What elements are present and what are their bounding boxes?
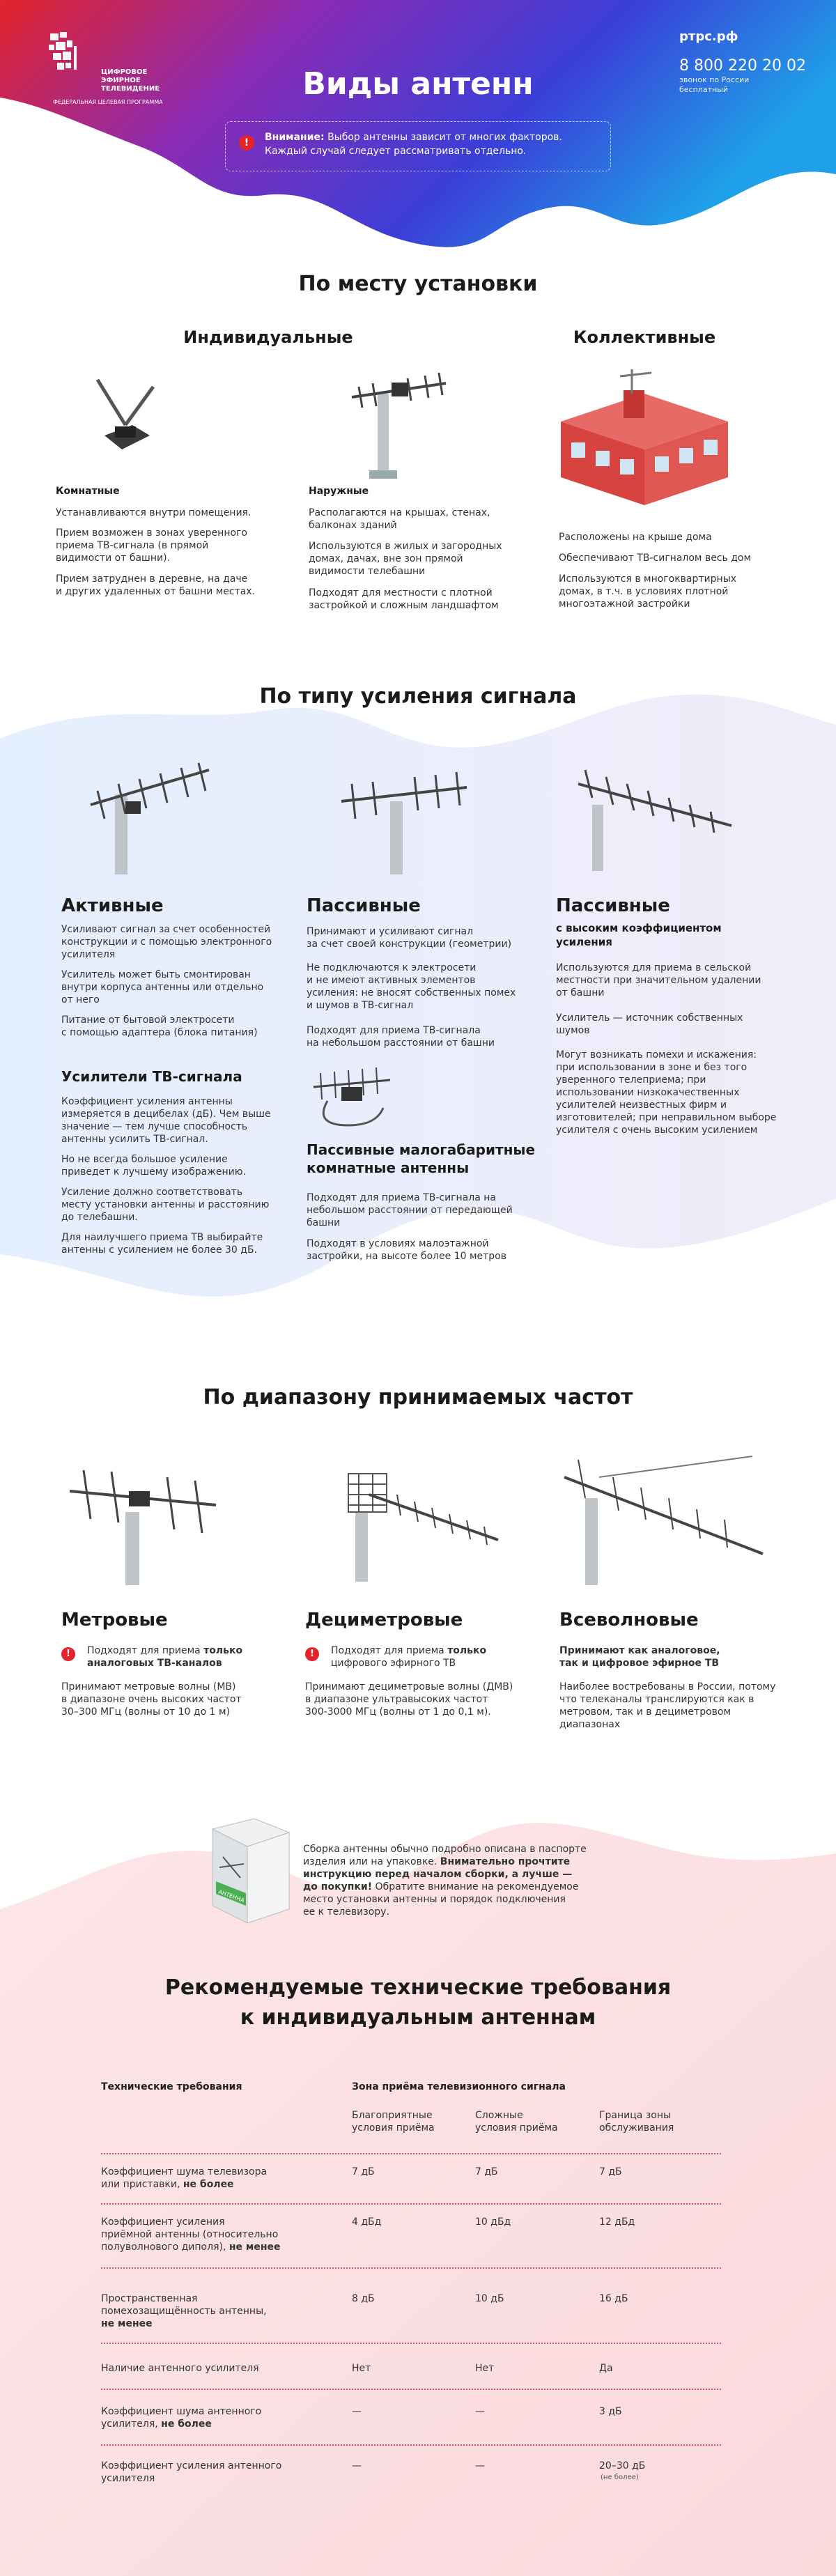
assembly-l1: Сборка антенны обычно подробно описана в паспорте <box>303 1844 587 1855</box>
row3-label-l1: Пространственная <box>101 2293 198 2304</box>
amp-p2b: приведет к лучшему изображению. <box>61 1166 246 1178</box>
row3-v1: 8 дБ <box>352 2293 375 2304</box>
row5-label-l2 <box>101 2418 212 2430</box>
passive-p2b: и не имеют активных элементов <box>307 975 476 986</box>
indoor-p1: Устанавливаются внутри помещения. <box>56 507 251 518</box>
table-divider <box>101 2267 721 2269</box>
zone-3-l2: обслуживания <box>599 2122 674 2134</box>
allwave-antenna-icon <box>557 1449 766 1589</box>
table-divider <box>101 2444 721 2446</box>
ph-p3e: усилителей неизвестных фирм и <box>556 1100 727 1111</box>
ph-p2a: Усилитель — источник собственных <box>556 1012 743 1024</box>
row4-v1: Нет <box>352 2363 371 2374</box>
passive-p2d: и шумов в ТВ-сигнал <box>307 1000 414 1011</box>
collective-title: Коллективные <box>573 327 716 347</box>
active-p2c: от него <box>61 994 100 1005</box>
amp-p1b: измеряется в децибелах (дБ). Чем выше <box>61 1109 271 1120</box>
allwave-p1d: диапазонах <box>559 1719 621 1730</box>
assembly-l2 <box>303 1856 570 1868</box>
row2-label-l3 <box>101 2241 281 2253</box>
allwave-sub2: так и цифровое эфирное ТВ <box>559 1658 720 1669</box>
passive-small-p2b: застройки, на высоте более 10 метров <box>307 1251 506 1262</box>
passive-high-head: Пассивные <box>556 895 670 916</box>
ph-p1b: местности при значительном удалении <box>556 975 761 986</box>
amp-p1d: антенны усилить ТВ-сигнал. <box>61 1134 208 1145</box>
indoor-head: Комнатные <box>56 486 120 497</box>
assembly-l5: место установки антенны и порядок подключения <box>303 1894 566 1905</box>
passive-antenna-icon <box>334 759 474 878</box>
decimeter-p1c: 300-3000 МГц (волны от 1 до 0,1 м). <box>305 1706 491 1718</box>
active-p1c: усилителя <box>61 949 116 960</box>
meter-p1c: 30–300 МГц (волны от 10 до 1 м) <box>61 1706 230 1718</box>
allwave-head: Всеволновые <box>559 1610 699 1630</box>
apartment-building-icon <box>554 366 735 505</box>
ph-p1c: от башни <box>556 987 605 998</box>
zone-3-l1: Граница зоны <box>599 2110 672 2121</box>
passive-p1a: Принимают и усиливают сигнал <box>307 926 474 937</box>
ph-p3d: использовании низкокачественных <box>556 1087 740 1098</box>
meter-warning-icon: ! <box>61 1647 75 1661</box>
assembly-l4 <box>303 1881 578 1893</box>
ph-p3a: Могут возникать помехи и искажения: <box>556 1049 757 1061</box>
assembly-l3: инструкцию перед началом сборки, а лучше — <box>303 1869 573 1880</box>
amp-p1c: значение — тем лучше способность <box>61 1121 248 1132</box>
warning-line2: Каждый случай следует рассматривать отдельно. <box>265 146 527 157</box>
indoor-p2c: видимости от башни). <box>56 553 171 564</box>
logo-subtitle: ФЕДЕРАЛЬНАЯ ЦЕЛЕВАЯ ПРОГРАММА <box>53 99 163 105</box>
ph-p1a: Используются для приема в сельской <box>556 962 752 973</box>
row2-label-l3-text: полуволнового диполя), <box>101 2242 229 2253</box>
col-requirements: Технические требования <box>101 2081 242 2092</box>
allwave-p1a: Наиболее востребованы в России, потому <box>559 1681 776 1692</box>
passive-p2c: усиления: не вносят собственных помех <box>307 987 516 998</box>
ph-p3f: изготовителей; при неправильном выборе <box>556 1112 777 1123</box>
indoor-p3b: и других удаленных от башни местах. <box>56 586 256 597</box>
passive-small-head2: комнатные антенны <box>307 1159 470 1176</box>
individual-title: Индивидуальные <box>183 327 353 347</box>
col-zone: Зона приёма телевизионного сигнала <box>352 2081 566 2092</box>
outdoor-p3b: застройкой и сложным ландшафтом <box>309 600 499 611</box>
assembly-l2a: изделия или на упаковке. <box>303 1856 440 1867</box>
active-antenna-icon <box>84 753 216 878</box>
row2-v3: 12 дБд <box>599 2216 635 2228</box>
row1-v2: 7 дБ <box>475 2166 498 2177</box>
table-divider <box>101 2203 721 2205</box>
allwave-p1b: что телеканалы транслируются как в <box>559 1694 754 1705</box>
assembly-l4b: Обратите внимание на рекомендуемое <box>372 1881 579 1892</box>
row1-label-bold: не более <box>183 2179 234 2190</box>
table-divider <box>101 2343 721 2344</box>
active-p2a: Усилитель может быть смонтирован <box>61 969 251 980</box>
decimeter-warn-b: только <box>447 1645 487 1656</box>
warning-line1 <box>265 131 562 144</box>
collective-p3b: домах, в т.ч. в условиях плотной <box>559 586 729 597</box>
row5-label-l1: Коэффициент шума антенного <box>101 2406 262 2417</box>
amp-p3c: до телебашни. <box>61 1212 138 1223</box>
active-p3b: с помощью адаптера (блока питания) <box>61 1027 258 1038</box>
zone-1-l1: Благоприятные <box>352 2110 433 2121</box>
passive-small-head1: Пассивные малогабаритные <box>307 1141 536 1158</box>
decimeter-head: Дециметровые <box>305 1610 463 1630</box>
indoor-p2a: Прием возможен в зонах уверенного <box>56 527 247 539</box>
active-p3a: Питание от бытовой электросети <box>61 1015 235 1026</box>
requirements-title2: к индивидуальным антеннам <box>240 2005 596 2030</box>
amp-p2a: Но не всегда большое усиление <box>61 1154 228 1165</box>
outdoor-antenna-icon <box>341 359 453 481</box>
row2-v1: 4 дБд <box>352 2216 382 2228</box>
row1-label-l1: Коэффициент шума телевизора <box>101 2166 268 2177</box>
decimeter-warn-line1 <box>331 1644 486 1657</box>
passive-p3a: Подходят для приема ТВ-сигнала <box>307 1025 481 1036</box>
meter-p1a: Принимают метровые волны (МВ) <box>61 1681 236 1692</box>
ph-p2b: шумов <box>556 1025 590 1036</box>
row3-label-bold: не менее <box>101 2318 153 2329</box>
frequency-title: По диапазону принимаемых частот <box>203 1385 633 1410</box>
logo-line1: ЦИФРОВОЕ <box>101 68 148 76</box>
amp-p3b: месту установки антенны и расстоянию <box>61 1199 270 1210</box>
active-p1b: конструкции и с помощью электронного <box>61 936 272 948</box>
decimeter-p1b: в диапазоне ультравысоких частот <box>305 1694 488 1705</box>
outdoor-p2a: Используются в жилых и загородных <box>309 541 502 552</box>
site-link[interactable]: ртрс.рф <box>679 29 738 44</box>
meter-warn-line1 <box>87 1644 242 1657</box>
ph-p3g: усилителя с очень высоким усилением <box>556 1125 758 1136</box>
indoor-p3a: Прием затруднен в деревне, на даче <box>56 573 248 585</box>
amp-p1a: Коэффициент усиления антенны <box>61 1096 233 1107</box>
row5-v3: 3 дБ <box>599 2406 622 2417</box>
row5-label-bold: не более <box>161 2419 212 2430</box>
active-p1a: Усиливают сигнал за счет особенностей <box>61 924 271 935</box>
outdoor-p1a: Располагаются на крышах, стенах, <box>309 507 490 518</box>
amp-p3a: Усиление должно соответствовать <box>61 1187 243 1198</box>
passive-p1b: за счет своей конструкции (геометрии) <box>307 939 512 950</box>
meter-warn-a: Подходят для приема <box>87 1645 204 1656</box>
row3-v3: 16 дБ <box>599 2293 628 2304</box>
small-indoor-antenna-icon <box>307 1059 397 1136</box>
row3-label-l3 <box>101 2317 153 2330</box>
passive-p3b: на небольшом расстоянии от башни <box>307 1038 495 1049</box>
antenna-box-icon <box>206 1815 296 1927</box>
row6-label-l1: Коэффициент усиления антенного <box>101 2460 282 2471</box>
row6-label-l2: усилителя <box>101 2473 155 2484</box>
table-divider <box>101 2153 721 2154</box>
decimeter-antenna-icon <box>334 1463 502 1589</box>
row6-v3: 20–30 дБ <box>599 2460 646 2471</box>
decimeter-p1a: Принимают дециметровые волны (ДМВ) <box>305 1681 513 1692</box>
row6-note: (не более) <box>601 2474 639 2481</box>
row1-v3: 7 дБ <box>599 2166 622 2177</box>
requirements-title1: Рекомендуемые технические требования <box>164 1975 672 2000</box>
row1-v1: 7 дБ <box>352 2166 375 2177</box>
row4-v2: Нет <box>475 2363 495 2374</box>
passive-head: Пассивные <box>307 895 421 916</box>
indoor-antenna-icon <box>84 369 167 467</box>
placement-title: По месту установки <box>298 272 538 296</box>
table-divider <box>101 2389 721 2390</box>
logo-line3: ТЕЛЕВИДЕНИЕ <box>101 85 160 93</box>
row5-v2: — <box>475 2406 485 2417</box>
outdoor-head: Наружные <box>309 486 369 497</box>
row2-v2: 10 дБд <box>475 2216 511 2228</box>
active-head: Активные <box>61 895 164 916</box>
collective-p3c: многоэтажной застройки <box>559 599 690 610</box>
row3-v2: 10 дБ <box>475 2293 504 2304</box>
high-gain-antenna-icon <box>575 756 735 874</box>
passive-small-p1c: башни <box>307 1217 341 1228</box>
meter-warn-c: аналоговых ТВ-каналов <box>87 1658 222 1669</box>
indoor-p2b: приема ТВ-сигнала (в прямой <box>56 540 209 551</box>
amplifiers-head: Усилители ТВ-сигнала <box>61 1068 242 1085</box>
passive-high-sub2: усиления <box>556 936 612 948</box>
zone-2-l2: условия приёма <box>475 2122 558 2134</box>
decimeter-warning-icon: ! <box>305 1647 319 1661</box>
outdoor-p2b: домах, дачах, вне зон прямой <box>309 553 463 564</box>
page-title: Виды антенн <box>302 66 534 102</box>
row2-label-l1: Коэффициент усиления <box>101 2216 225 2228</box>
assembly-l6: ее к телевизору. <box>303 1906 389 1918</box>
hotline-phone[interactable]: 8 800 220 20 02 <box>679 57 806 75</box>
active-p2b: внутри корпуса антенны или отдельно <box>61 982 264 993</box>
row2-label-l2: приёмной антенны (относительно <box>101 2229 279 2240</box>
outdoor-p1b: балконах зданий <box>309 520 397 531</box>
assembly-l4a: до покупки! <box>303 1881 373 1892</box>
ph-p3b: при использовании в зоне и без того <box>556 1062 748 1073</box>
row1-label-l2-text: или приставки, <box>101 2179 183 2190</box>
passive-p2a: Не подключаются к электросети <box>307 962 477 973</box>
row6-v1: — <box>352 2460 362 2471</box>
decimeter-warn-c: цифрового эфирного ТВ <box>331 1658 456 1669</box>
meter-warn-b: только <box>203 1645 243 1656</box>
decimeter-warn-a: Подходят для приема <box>331 1645 448 1656</box>
row5-v1: — <box>352 2406 362 2417</box>
passive-small-p1a: Подходят для приема ТВ-сигнала на <box>307 1192 496 1203</box>
row1-label-l2 <box>101 2178 234 2191</box>
passive-small-p2a: Подходят в условиях малоэтажной <box>307 1238 489 1249</box>
collective-p3a: Используются в многоквартирных <box>559 573 737 585</box>
zone-1-l2: условия приёма <box>352 2122 435 2134</box>
amp-p4b: антенны с усилением не более 30 дБ. <box>61 1244 258 1256</box>
collective-p2: Обеспечивают ТВ-сигналом весь дом <box>559 553 752 564</box>
warning-icon: ! <box>239 135 254 151</box>
hotline-note-1: звонок по России <box>679 75 750 84</box>
outdoor-p3a: Подходят для местности с плотной <box>309 587 493 599</box>
collective-p1: Расположены на крыше дома <box>559 532 712 543</box>
assembly-l2b: Внимательно прочтите <box>440 1856 571 1867</box>
outdoor-p2c: видимости телебашни <box>309 566 426 577</box>
amplification-title: По типу усиления сигнала <box>259 684 577 709</box>
box-label: АНТЕННА <box>217 1888 245 1904</box>
zone-2-l1: Сложные <box>475 2110 523 2121</box>
amp-p4a: Для наилучшего приема ТВ выбирайте <box>61 1232 263 1243</box>
allwave-sub1: Принимают как аналоговое, <box>559 1645 720 1656</box>
passive-small-p1b: небольшом расстоянии от передающей <box>307 1205 513 1216</box>
row4-label-l1: Наличие антенного усилителя <box>101 2363 259 2374</box>
row4-v3: Да <box>599 2363 613 2374</box>
warning-text: Выбор антенны зависит от многих факторов. <box>324 132 562 143</box>
row2-label-bold: не менее <box>229 2242 281 2253</box>
meter-antenna-icon <box>63 1463 223 1589</box>
meter-head: Метровые <box>61 1610 168 1630</box>
row6-v2: — <box>475 2460 485 2471</box>
ph-p3c: уверенного телеприема; при <box>556 1074 706 1086</box>
passive-high-sub1: с высоким коэффициентом <box>556 922 722 934</box>
logo-line2: ЭФИРНОЕ <box>101 77 141 84</box>
allwave-p1c: метровом, так и в дециметровом <box>559 1706 732 1718</box>
row3-label-l2: помехозащищённость антенны, <box>101 2306 267 2317</box>
hotline-note-2: бесплатный <box>679 85 728 94</box>
meter-p1b: в диапазоне очень высоких частот <box>61 1694 242 1705</box>
row5-label-l2-text: усилителя, <box>101 2419 162 2430</box>
warning-bold: Внимание: <box>265 132 325 143</box>
